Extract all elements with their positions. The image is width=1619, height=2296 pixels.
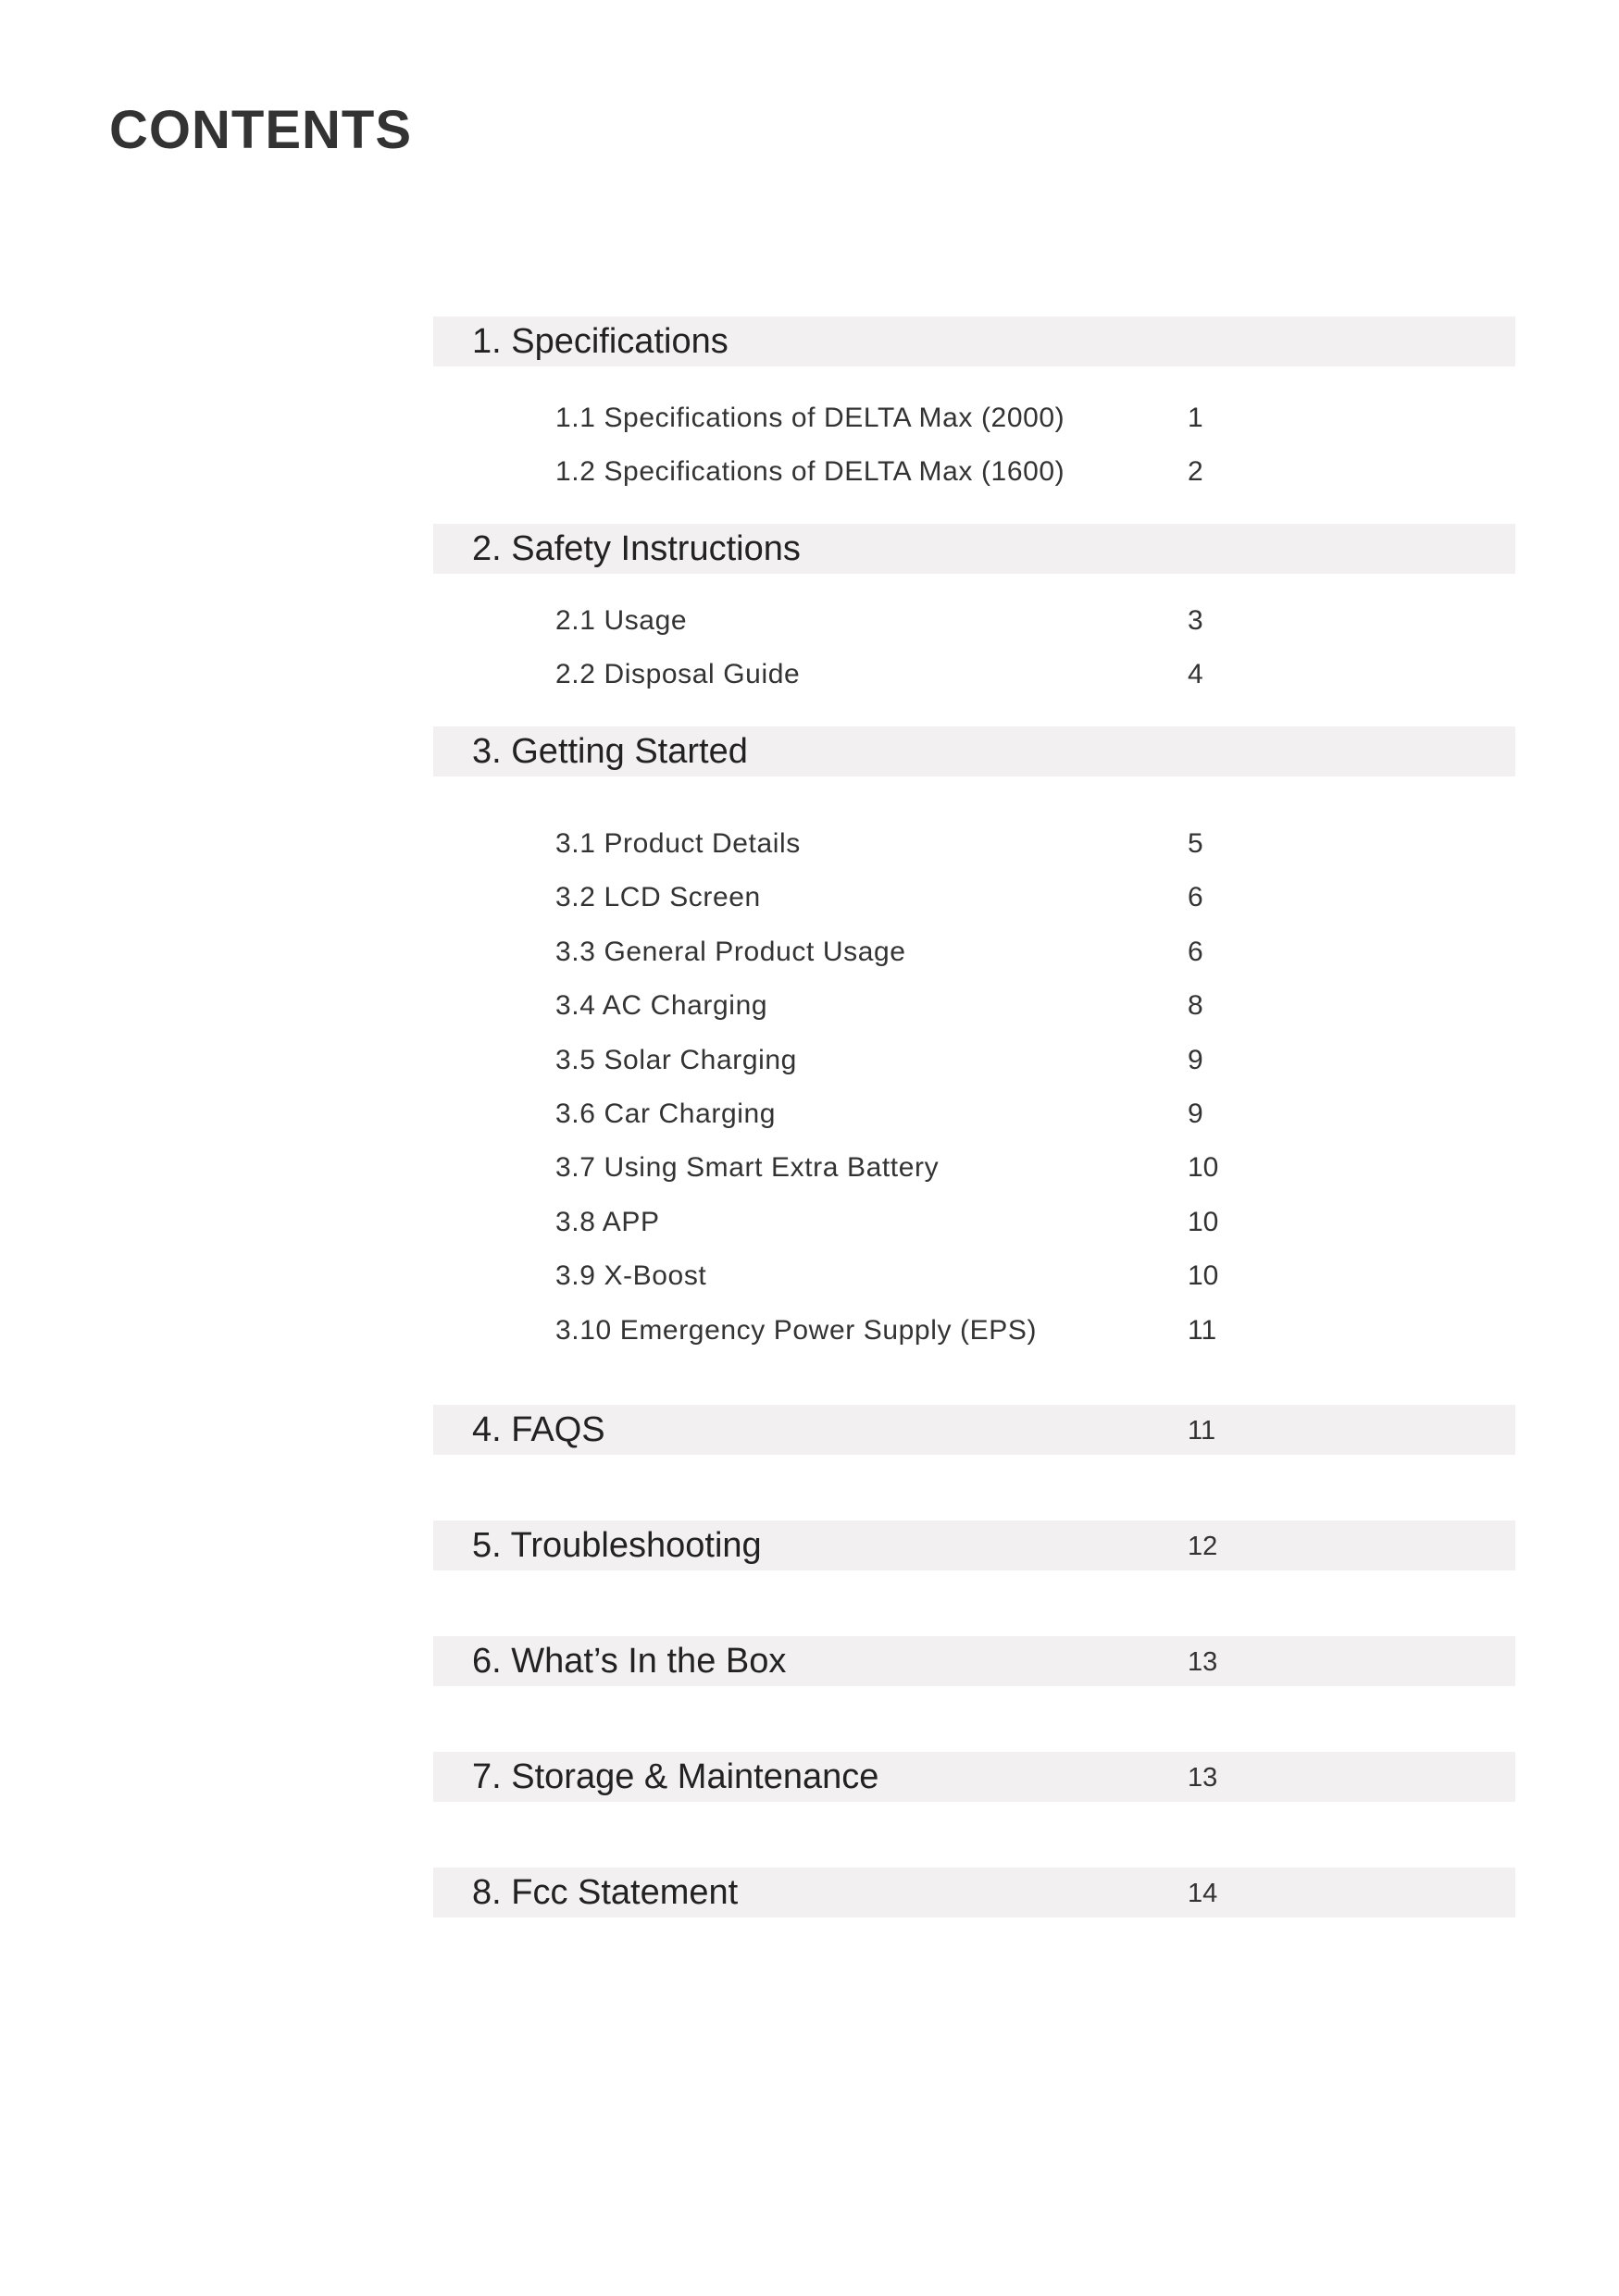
entry-page-number: 11 (1188, 1315, 1217, 1346)
entry-label: 3.10 Emergency Power Supply (EPS) (555, 1315, 1038, 1346)
entry-page-number: 3 (1188, 605, 1203, 636)
toc-section-6[interactable] (433, 1636, 1515, 1686)
section-title: 1. Specifications (472, 322, 729, 361)
section-title: 8. Fcc Statement (472, 1873, 739, 1912)
entry-page-number: 4 (1188, 659, 1203, 689)
toc-section-1[interactable] (433, 316, 1515, 366)
toc-entry-3-8[interactable] (555, 1204, 1259, 1241)
toc-entry-3-1[interactable] (555, 825, 1259, 863)
entry-page-number: 6 (1188, 882, 1203, 912)
section-page-number: 11 (1188, 1416, 1216, 1446)
toc-entry-3-10[interactable] (555, 1312, 1259, 1349)
entry-page-number: 10 (1188, 1152, 1219, 1183)
section-title: 2. Safety Instructions (472, 529, 801, 568)
entry-label: 3.9 X-Boost (555, 1260, 707, 1291)
entry-page-number: 2 (1188, 456, 1203, 487)
entry-label: 3.3 General Product Usage (555, 937, 906, 967)
section-page-number: 14 (1188, 1879, 1218, 1908)
toc-entry-3-7[interactable] (555, 1149, 1259, 1186)
entry-page-number: 1 (1188, 403, 1203, 433)
entry-label: 1.1 Specifications of DELTA Max (2000) (555, 403, 1065, 433)
toc-entry-3-6[interactable] (555, 1096, 1259, 1133)
toc-section-3[interactable] (433, 726, 1515, 776)
toc-section-4[interactable] (433, 1405, 1515, 1455)
entry-page-number: 9 (1188, 1045, 1203, 1075)
toc-entry-1-1[interactable] (555, 400, 1259, 437)
entry-label: 1.2 Specifications of DELTA Max (1600) (555, 456, 1065, 487)
toc-section-2[interactable] (433, 524, 1515, 574)
entry-page-number: 9 (1188, 1098, 1203, 1129)
toc-section-5[interactable] (433, 1520, 1515, 1570)
toc-entry-3-3[interactable] (555, 934, 1259, 971)
page-title: CONTENTS (109, 100, 412, 160)
entry-label: 3.6 Car Charging (555, 1098, 777, 1129)
entry-label: 3.4 AC Charging (555, 990, 768, 1021)
entry-page-number: 5 (1188, 828, 1203, 859)
section-page-number: 12 (1188, 1532, 1218, 1561)
entry-label: 3.5 Solar Charging (555, 1045, 797, 1075)
toc-entry-3-9[interactable] (555, 1258, 1259, 1295)
entry-label: 3.8 APP (555, 1207, 660, 1237)
entry-label: 2.1 Usage (555, 605, 688, 636)
entry-page-number: 6 (1188, 937, 1203, 967)
toc-section-7[interactable] (433, 1752, 1515, 1802)
entry-label: 3.1 Product Details (555, 828, 801, 859)
toc-entry-3-2[interactable] (555, 879, 1259, 916)
entry-page-number: 10 (1188, 1207, 1219, 1237)
entry-page-number: 8 (1188, 990, 1203, 1021)
toc-entry-1-2[interactable] (555, 453, 1259, 490)
section-title: 3. Getting Started (472, 732, 748, 771)
section-title: 7. Storage & Maintenance (472, 1757, 879, 1796)
section-title: 6. What’s In the Box (472, 1642, 787, 1681)
toc-entry-2-1[interactable] (555, 602, 1259, 639)
entry-page-number: 10 (1188, 1260, 1219, 1291)
toc-entry-2-2[interactable] (555, 656, 1259, 693)
toc-section-8[interactable] (433, 1868, 1515, 1917)
section-page-number: 13 (1188, 1647, 1218, 1677)
entry-label: 3.2 LCD Screen (555, 882, 761, 912)
section-page-number: 13 (1188, 1763, 1218, 1793)
entry-label: 3.7 Using Smart Extra Battery (555, 1152, 940, 1183)
section-title: 5. Troubleshooting (472, 1526, 762, 1565)
toc-entry-3-5[interactable] (555, 1042, 1259, 1079)
toc-entry-3-4[interactable] (555, 987, 1259, 1024)
entry-label: 2.2 Disposal Guide (555, 659, 801, 689)
section-title: 4. FAQS (472, 1410, 605, 1449)
